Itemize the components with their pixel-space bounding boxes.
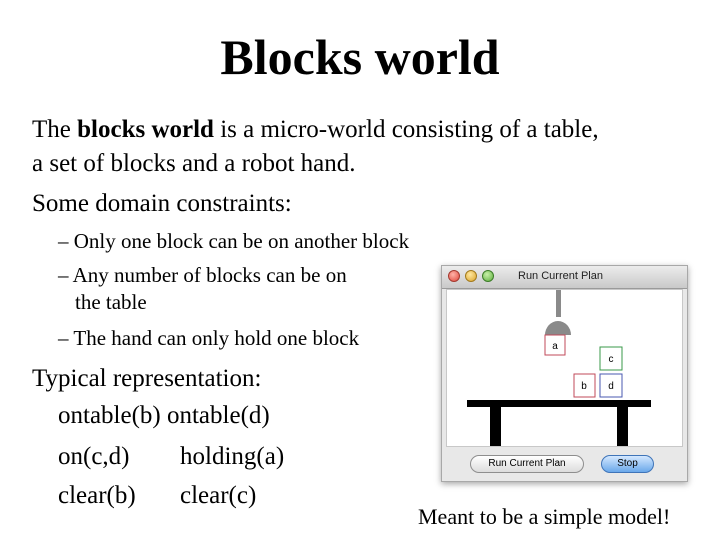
- representation-clear-b: clear(b): [58, 482, 136, 509]
- constraint-item: – The hand can only hold one block: [58, 326, 360, 350]
- constraint-item-continued: the table: [75, 290, 147, 314]
- representation-holding-a: holding(a): [180, 443, 285, 470]
- block-a-label: a: [552, 341, 558, 352]
- representation-heading: Typical representation:: [32, 365, 262, 392]
- intro-bold-term: blocks world: [77, 116, 214, 143]
- representation-row: ontable(b) ontable(d): [58, 402, 270, 429]
- stop-button[interactable]: Stop: [601, 455, 654, 473]
- robot-hand-icon: [545, 321, 571, 335]
- zoom-window-icon[interactable]: [482, 270, 494, 282]
- block-c-label: c: [608, 354, 614, 365]
- representation-on-cd: on(c,d): [58, 443, 130, 470]
- table-leg-right: [617, 407, 628, 446]
- window-titlebar[interactable]: [442, 266, 687, 289]
- minimize-window-icon[interactable]: [465, 270, 477, 282]
- robot-arm: [556, 290, 561, 317]
- block-b-label: b: [581, 381, 587, 392]
- representation-clear-c: clear(c): [180, 482, 257, 509]
- slide-title: Blocks world: [220, 29, 500, 85]
- window-title: Run Current Plan: [518, 270, 603, 282]
- blocks-canvas: [446, 289, 683, 447]
- window-button-row: [442, 452, 687, 478]
- blocks-scene: [447, 290, 682, 446]
- intro-line-1: [32, 113, 599, 147]
- intro-pre: The: [32, 116, 78, 143]
- block-d-label: d: [608, 381, 614, 392]
- intro-line-2: a set of blocks and a robot hand.: [32, 150, 356, 177]
- close-window-icon[interactable]: [448, 270, 460, 282]
- constraint-item: – Only one block can be on another block: [58, 229, 410, 253]
- intro-post: is a micro-world consisting of a table,: [213, 116, 599, 143]
- run-current-plan-button[interactable]: Run Current Plan: [470, 455, 584, 473]
- constraint-item: – Any number of blocks can be on: [58, 263, 347, 287]
- constraints-heading: Some domain constraints:: [32, 190, 292, 217]
- table-leg-left: [490, 407, 501, 446]
- table-top: [467, 400, 651, 407]
- caption: Meant to be a simple model!: [418, 504, 671, 529]
- run-plan-window: [441, 265, 688, 482]
